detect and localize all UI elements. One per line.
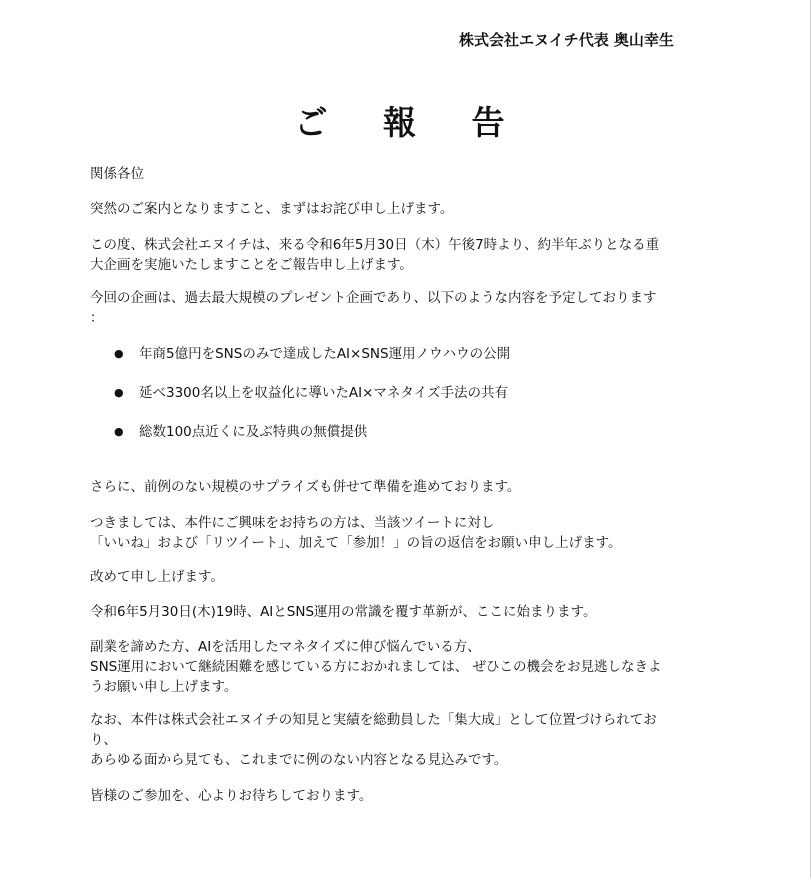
paragraph-line: SNS運用において継続困難を感じている方におかれましては、 ぜひこの機会をお見逃しなきよ <box>90 659 662 675</box>
paragraph-request <box>90 513 716 553</box>
paragraph-line: あらゆる面から見ても、これまでに例のない内容となる見込みです。 <box>90 752 508 768</box>
bullet-icon: ● <box>114 347 124 360</box>
paragraph-line: この度、株式会社エヌイチは、来る令和6年5月30日（木）午後7時より、約半年ぶりとなる重 <box>90 237 660 253</box>
paragraph-line: 「いいね」および「リツイート」、加えて「参加！」の旨の返信をお願い申し上げます。 <box>90 535 622 551</box>
paragraph-invitation: 皆様のご参加を、心よりお待ちしております。 <box>90 788 373 804</box>
paragraph-restate: 改めて申し上げます。 <box>90 569 224 585</box>
bullet-icon: ● <box>114 386 124 399</box>
bullet-text: 延べ3300名以上を収益化に導いたAI×マネタイズ手法の共有 <box>139 385 508 401</box>
paragraph-line: ： <box>90 310 104 326</box>
paragraph-audience <box>90 637 716 697</box>
paragraph-line: り、 <box>90 732 117 748</box>
paragraph-plan <box>90 288 716 328</box>
paragraph-apology: 突然のご案内となりますこと、まずはお詫び申し上げます。 <box>90 201 454 217</box>
paragraph-line: 大企画を実施いたしますことをご報告申し上げます。 <box>90 257 413 273</box>
bullet-text: 総数100点近くに及ぶ特典の無償提供 <box>139 424 368 440</box>
paragraph-surprise: さらに、前例のない規模のサプライズも併せて準備を進めております。 <box>90 479 521 495</box>
page-title: ご 報 告 <box>294 103 527 142</box>
paragraph-culmination <box>90 710 716 770</box>
paragraph-line: なお、本件は株式会社エヌイチの知見と実績を総動員した「集大成」として位置づけられてお <box>90 712 657 728</box>
paragraph-line: つきましては、本件にご興味をお持ちの方は、当該ツイートに対し <box>90 515 495 531</box>
bullet-icon: ● <box>114 425 124 438</box>
bullet-text: 年商5億円をSNSのみで達成したAI×SNS運用ノウハウの公開 <box>139 346 511 362</box>
paragraph-line: 副業を諦めた方、AIを活用したマネタイズに伸び悩んでいる方、 <box>90 639 481 655</box>
paragraph-datetime: 令和6年5月30日(木)19時、AIとSNS運用の常識を覆す革新が、ここに始まります。 <box>90 604 597 620</box>
paragraph-line: 今回の企画は、過去最大規模のプレゼント企画であり、以下のような内容を予定しております <box>90 290 657 306</box>
salutation: 関係各位 <box>90 166 144 182</box>
paragraph-line: うお願い申し上げます。 <box>90 679 238 695</box>
paragraph-announcement <box>90 235 716 275</box>
sender-line: 株式会社エヌイチ代表 奥山幸生 <box>459 31 674 49</box>
